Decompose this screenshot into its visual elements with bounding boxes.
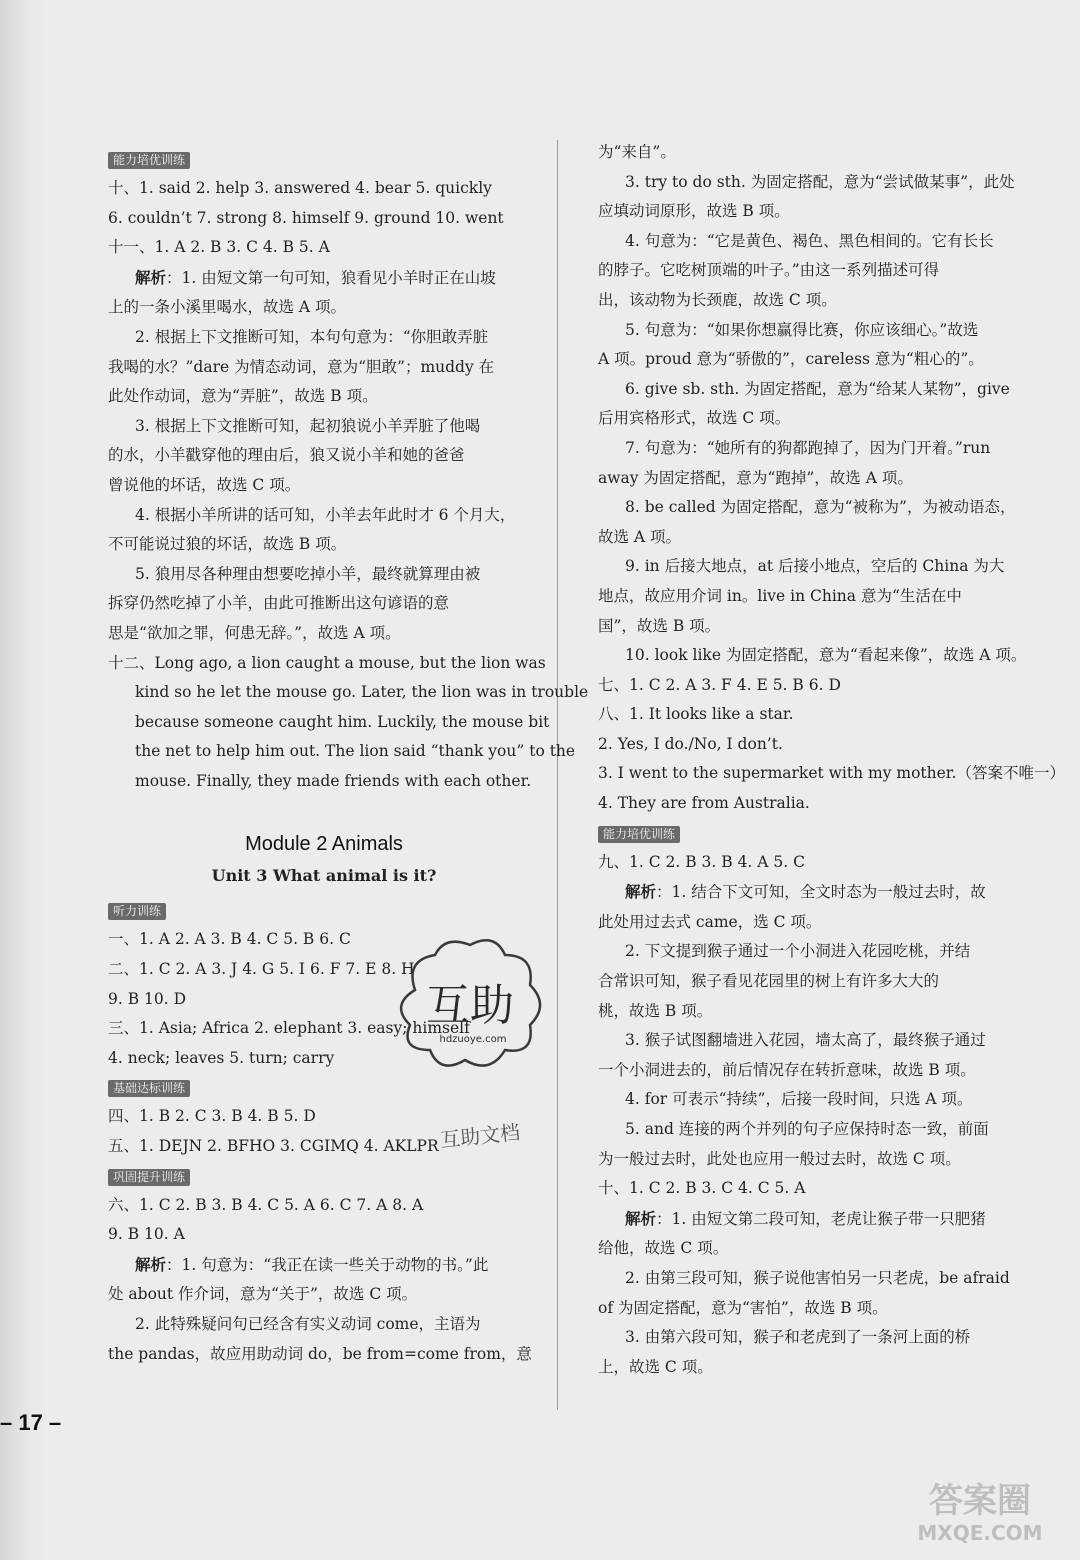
analysis-line: 出，该动物为长颈鹿，故选 C 项。 [598,290,837,309]
analysis-line: 2. 根据上下文推断可知，本句句意为：“你胆敢弄脏 [135,327,489,346]
watermark-url: hdzuoye.com [439,1034,507,1045]
analysis-label: 解析 [625,882,657,902]
analysis-line: of 为固定搭配，意为“害怕”，故选 B 项。 [598,1298,888,1317]
answer-line: 三、1. Asia; Africa 2. elephant 3. easy; himself [108,1019,470,1038]
analysis-line: 不可能说过狼的坏话，故选 B 项。 [108,535,347,554]
section-tag: 巩固提升训练 [108,1169,190,1186]
answer-line: 七、1. C 2. A 3. F 4. E 5. B 6. D [598,675,841,694]
watermark-doc: 互助文档 [439,1119,522,1153]
column-divider [557,140,558,1410]
answer-line: 4. They are from Australia. [598,794,810,813]
analysis-line: 3. try to do sth. 为固定搭配，意为“尝试做某事”，此处 [625,172,1015,191]
analysis-line: 5. and 连接的两个并列的句子应保持时态一致，前面 [625,1120,989,1138]
section-tag: 基础达标训练 [108,1080,190,1097]
analysis-label: 解析 [625,1208,657,1228]
right-column [598,138,1065,1382]
analysis-line: A 项。proud 意为“骄傲的”，careless 意为“粗心的”。 [598,350,984,369]
answer-line: 五、1. DEJN 2. BFHO 3. CGIMQ 4. AKLPR [108,1137,439,1156]
answer-line: 9. B 10. D [108,989,187,1008]
analysis-line: 3. 由第六段可知，猴子和老虎到了一条河上面的桥 [625,1328,971,1347]
analysis-text: ：1. 句意为：“我正在读一些关于动物的书。”此 [166,1255,489,1274]
analysis-line: 国”，故选 B 项。 [598,616,721,635]
page-number: – 17 – [0,1410,62,1435]
answer-line: 二、1. C 2. A 3. J 4. G 5. I 6. F 7. E 8. H [108,960,415,979]
answer-line: 六、1. C 2. B 3. B 4. C 5. A 6. C 7. A 8. A [108,1195,424,1214]
answer-line: 十、1. said 2. help 3. answered 4. bear 5. quickly [108,179,492,197]
unit-title: Unit 3 What animal is it? [211,866,437,886]
analysis-line: 处 about 作介词，意为“关于”，故选 C 项。 [108,1285,418,1304]
analysis-line: 7. 句意为：“她所有的狗都跑掉了，因为门开着。”run [625,438,991,457]
analysis-line: 4. 句意为：“它是黄色、褐色、黑色相间的。它有长长 [625,231,994,250]
analysis-line: 4. 根据小羊所讲的话可知，小羊去年此时才 6 个月大， [135,505,516,524]
analysis-line: 地点，故应用介词 in。live in China 意为“生活在中 [598,586,962,605]
analysis-line: 给他，故选 C 项。 [598,1239,729,1258]
corner-watermark-url: MXQE.COM [917,1521,1043,1545]
analysis-line: 3. 猴子试图翻墙进入花园，墙太高了，最终猴子通过 [625,1031,986,1050]
analysis-line: 为一般过去时，此处也应用一般过去时，故选 C 项。 [598,1149,961,1168]
corner-watermark-title: 答案圈 [929,1481,1031,1521]
answer-line: because someone caught him. Luckily, the mouse bit [135,712,550,731]
analysis-line [598,1204,1008,1235]
analysis-line: 4. for 可表示“持续”，后接一段时间，只选 A 项。 [625,1090,973,1109]
answer-line: 3. I went to the supermarket with my mother.（答案不唯一） [598,764,1065,783]
book-spine-shadow [0,0,48,1560]
analysis-line [598,877,1008,908]
answer-line: 十、1. C 2. B 3. C 4. C 5. A [598,1179,806,1198]
answer-line: 九、1. C 2. B 3. B 4. A 5. C [598,852,805,871]
analysis-line: 为“来自”。 [598,143,676,161]
analysis-line: the pandas，故应用助动词 do，be from=come from，意 [108,1344,532,1363]
section-tag: 听力训练 [108,903,166,920]
answer-line: 4. neck; leaves 5. turn; carry [108,1048,335,1067]
left-column [108,145,589,1369]
analysis-line: 此处作动词，意为“弄脏”，故选 B 项。 [108,387,378,406]
analysis-text: ：1. 由短文第一句可知，狼看见小羊时正在山坡 [166,268,496,287]
analysis-line: 上，故选 C 项。 [598,1357,713,1376]
answer-line: 四、1. B 2. C 3. B 4. B 5. D [108,1107,316,1126]
analysis-text: ：1. 由短文第二段可知，老虎让猴子带一只肥猪 [656,1209,986,1228]
answer-line: 2. Yes, I do./No, I don’t. [598,734,783,753]
analysis-line: 3. 根据上下文推断可知，起初狼说小羊弄脏了他喝 [135,416,481,435]
answer-line: 一、1. A 2. A 3. B 4. C 5. B 6. C [108,930,351,949]
analysis-line: away 为固定搭配，意为“跑掉”，故选 A 项。 [598,468,913,487]
analysis-label: 解析 [135,1254,167,1274]
answer-line: 6. couldn’t 7. strong 8. himself 9. ground 10. went [108,208,504,227]
answer-line: mouse. Finally, they made friends with each other. [135,771,532,790]
section-tag: 能力培优训练 [598,826,680,843]
analysis-line: 应填动词原形，故选 B 项。 [598,202,790,221]
answer-line: 十二、Long ago, a lion caught a mouse, but the lion was [108,653,546,672]
answer-line: kind so he let the mouse go. Later, the lion was in trouble [135,683,589,702]
analysis-line: 2. 下文提到猴子通过一个小洞进入花园吃桃，并结 [625,942,971,961]
analysis-line [108,263,540,294]
analysis-line: 9. in 后接大地点，at 后接小地点，空后的 China 为大 [625,557,1005,576]
analysis-text: ：1. 结合下文可知，全文时态为一般过去时，故 [656,883,986,902]
watermark-stamp [385,930,555,1080]
analysis-line: 上的一条小溪里喝水，故选 A 项。 [108,298,347,317]
analysis-line: 一个小洞进去的，前后情况存在转折意味，故选 B 项。 [598,1060,976,1079]
analysis-line: 10. look like 为固定搭配，意为“看起来像”，故选 A 项。 [625,646,1027,665]
analysis-line: 2. 由第三段可知，猴子说他害怕另一只老虎，be afraid [625,1268,1010,1287]
analysis-line: 6. give sb. sth. 为固定搭配，意为“给某人某物”，give [625,379,1010,398]
analysis-line [108,1250,540,1281]
watermark-main: 互助 [426,980,514,1031]
analysis-line: 思是“欲加之罪，何患无辞。”，故选 A 项。 [108,623,401,642]
analysis-line: 后用宾格形式，故选 C 项。 [598,409,791,428]
analysis-line: 拆穿仍然吃掉了小羊，由此可推断出这句谚语的意 [108,594,450,613]
analysis-line: 的脖子。它吃树顶端的叶子。”由这一系列描述可得 [598,261,940,280]
analysis-line: 此处用过去式 came，选 C 项。 [598,912,822,931]
analysis-line: 的水，小羊戳穿他的理由后，狼又说小羊和她的爸爸 [108,446,465,465]
analysis-line: 合常识可知，猴子看见花园里的树上有许多大大的 [598,972,940,991]
analysis-line: 5. 句意为：“如果你想赢得比赛，你应该细心。”故选 [625,320,979,339]
analysis-line: 我喝的水？”dare 为情态动词，意为“胆敢”；muddy 在 [108,357,495,376]
analysis-line: 2. 此特殊疑问句已经含有实义动词 come，主语为 [135,1315,481,1333]
answer-line: 八、1. It looks like a star. [598,705,794,724]
analysis-line: 曾说他的坏话，故选 C 项。 [108,475,301,494]
analysis-label: 解析 [135,267,167,287]
corner-watermark [900,1470,1060,1550]
analysis-line: 桃，故选 B 项。 [598,1001,713,1020]
answer-line: 9. B 10. A [108,1225,185,1244]
analysis-line: 故选 A 项。 [598,527,682,546]
module-title: Module 2 Animals [245,833,403,856]
analysis-line: 8. be called 为固定搭配，意为“被称为”，为被动语态， [625,498,1016,517]
section-tag: 能力培优训练 [108,152,190,169]
analysis-line: 5. 狼用尽各种理由想要吃掉小羊，最终就算理由被 [135,564,481,583]
answer-line: the net to help him out. The lion said “thank you” to the [135,742,576,761]
answer-line: 十一、1. A 2. B 3. C 4. B 5. A [108,238,330,257]
